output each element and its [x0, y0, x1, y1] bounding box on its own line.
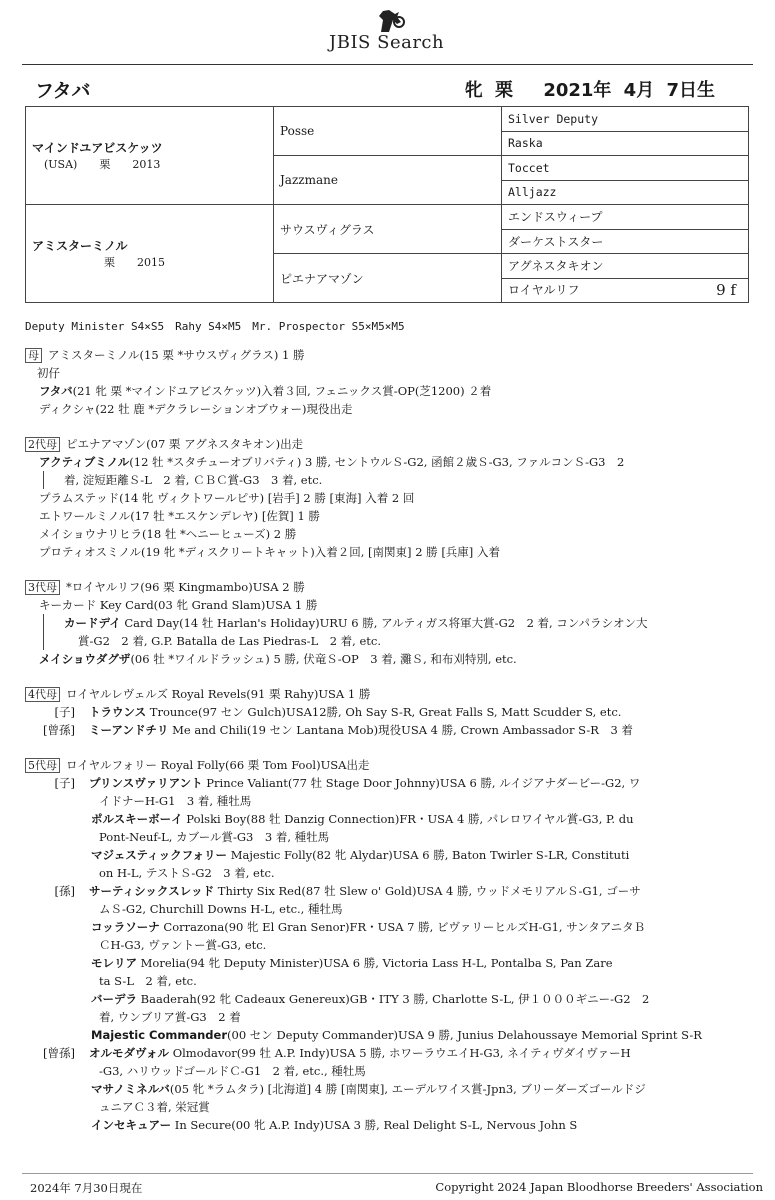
list-item: [25, 453, 760, 471]
section-dam: [25, 346, 760, 418]
section-3rd-dam: [25, 578, 760, 668]
section-tag: 4代母: [25, 687, 60, 702]
list-text: Card Day(14 牡 Harlan's Holiday)URU 6 勝, アルティガス将軍大賞-G2 2 着, コンパラシオン大: [120, 616, 648, 630]
sire-sire: Posse: [274, 107, 502, 156]
list-item-cont: ムＳ-G2, Churchill Downs H-L, etc., 種牡馬: [99, 902, 343, 916]
section-tag: 3代母: [25, 580, 60, 595]
relation-label: [孫]: [54, 884, 75, 898]
list-item: キーカード Key Card(03 牝 Grand Slam)USA 1 勝: [39, 598, 318, 612]
list-text: Polski Boy(88 牡 Danzig Connection)FR・USA 4 勝, パレロワイヤル賞-G3, P. du: [182, 812, 634, 826]
list-item: [25, 1026, 760, 1044]
dam-dam: ピエナアマゾン: [274, 254, 502, 303]
section-head: アミスターミノル(15 栗 *サウスヴィグラス) 1 勝: [48, 348, 305, 362]
inbreeding-line: Deputy Minister S4×S5 Rahy S4×M5 Mr. Prospector S5×M5×M5: [25, 320, 405, 333]
list-text: Thirty Six Red(87 牡 Slew o' Gold)USA 4 勝, ウッドメモリアルＳ-G1, ゴーサ: [214, 884, 641, 898]
ped-g3-8: ロイヤルリフ: [508, 283, 580, 298]
relation-label: [子]: [54, 776, 75, 790]
list-text: Corrazona(90 牝 El Gran Senor)FR・USA 7 勝, ビヴァリーヒルズH-G1, サンタアニタＢ: [159, 920, 646, 934]
copyright: Copyright 2024 Japan Bloodhorse Breeders' Association: [435, 1180, 763, 1194]
list-item: [25, 882, 760, 900]
sire-info: (USA) 栗 2013: [44, 158, 161, 171]
list-item-cont: イドナーH-G1 3 着, 種牡馬: [99, 794, 252, 808]
dam-info: 栗 2015: [104, 256, 165, 269]
list-item: [43, 614, 760, 632]
family-notes: [25, 346, 760, 1151]
title-row: [35, 76, 715, 102]
list-text: Trounce(97 セン Gulch)USA12勝, Oh Say S-R, Great Falls S, Matt Scudder S, etc.: [146, 705, 622, 719]
bottom-divider: [22, 1173, 753, 1174]
list-item-cont: 賞-G2 2 着, G.P. Batalla de Las Piedras-L 2 着, etc.: [43, 632, 760, 650]
dam-cell: [26, 205, 274, 303]
sire-name: マインドユアビスケッツ: [32, 141, 163, 155]
list-item: [25, 382, 760, 400]
horse-link[interactable]: Majestic Commander: [91, 1028, 228, 1042]
horse-link[interactable]: ミーアンドチリ: [89, 723, 169, 737]
section-tag: 母: [25, 348, 42, 363]
list-item: [25, 774, 760, 792]
horse-link[interactable]: インセキュアー: [91, 1118, 172, 1132]
relation-label: [曾孫]: [43, 723, 75, 737]
list-item: ディクシャ(22 牡 鹿 *デクラレーションオブウォー)現役出走: [39, 402, 353, 416]
section-4th-dam: [25, 685, 760, 739]
list-item: プロティオスミノル(19 牝 *ディスクリートキャット)入着２回, [南関東] 2 勝 [兵庫] 入着: [39, 545, 500, 559]
section-head: *ロイヤルリフ(96 栗 Kingmambo)USA 2 勝: [66, 580, 305, 594]
list-item: エトワールミノル(17 牡 *エスケンデレヤ) [佐賀] 1 勝: [39, 509, 320, 523]
horse-info: 牝 栗 2021年 4月 7日生: [464, 80, 715, 101]
list-item-cont: on H-L, テストＳ-G2 3 着, etc.: [99, 866, 275, 880]
list-text: (00 セン Deputy Commander)USA 9 勝, Junius Delahoussaye Memorial Sprint S-R: [227, 1028, 702, 1042]
list-text: Baaderah(92 牝 Cadeaux Genereux)GB・ITY 3 勝, Charlotte S-L, 伊１０００ギニー-G2 2: [137, 992, 650, 1006]
list-text: In Secure(00 牝 A.P. Indy)USA 3 勝, Real Delight S-L, Nervous John S: [171, 1118, 578, 1132]
dam-sire: サウスヴィグラス: [274, 205, 502, 254]
top-divider: [22, 64, 753, 65]
as-of-date: 2024年 7月30日現在: [30, 1181, 143, 1195]
list-text: (12 牡 *スタチューオブリバティ) 3 勝, セントウルＳ-G2, 函館２歳Ｓ-G3, ファルコンＳ-G3 2: [129, 455, 625, 469]
horse-head-icon: [375, 8, 405, 34]
sire-dam: Jazzmane: [274, 156, 502, 205]
list-item: [25, 703, 760, 721]
pedigree-table: [25, 106, 749, 303]
list-item: [25, 990, 760, 1008]
horse-name: フタバ: [35, 80, 91, 102]
list-text: Morelia(94 牝 Deputy Minister)USA 6 勝, Victoria Lass H-L, Pontalba S, Pan Zare: [137, 956, 613, 970]
list-item: プラムステッド(14 牝 ヴィクトワールピサ) [岩手] 2 勝 [東海] 入着 2 回: [39, 491, 415, 505]
list-item: [25, 1080, 760, 1098]
section-tag: 2代母: [25, 437, 60, 452]
horse-link[interactable]: カードデイ: [64, 616, 121, 630]
horse-link[interactable]: マジェスティックフォリー: [91, 848, 228, 862]
list-text: Me and Chili(19 セン Lantana Mob)現役USA 4 勝, Crown Ambassador S-R 3 着: [168, 723, 633, 737]
ped-g3-8-cell: [502, 278, 749, 303]
section-5th-dam: [25, 756, 760, 1134]
horse-link[interactable]: オルモダヴォル: [89, 1046, 170, 1060]
list-text: Majestic Folly(82 牝 Alydar)USA 6 勝, Baton Twirler S-LR, Constituti: [227, 848, 630, 862]
horse-link[interactable]: アクティブミノル: [39, 455, 130, 469]
horse-link[interactable]: ポルスキーボーイ: [91, 812, 183, 826]
ped-g3-4: Alljazz: [502, 180, 749, 205]
ped-g3-5: エンドスウィープ: [502, 205, 749, 230]
horse-link[interactable]: モレリア: [91, 956, 137, 970]
sire-cell: [26, 107, 274, 205]
logo-text: JBIS Search: [329, 32, 445, 53]
list-item: [25, 810, 760, 828]
list-item-cont: ta S-L 2 着, etc.: [99, 974, 197, 988]
ped-g3-3: Toccet: [502, 156, 749, 181]
section-tag: 5代母: [25, 758, 60, 773]
list-item: [25, 1044, 760, 1062]
list-item: [25, 954, 760, 972]
relation-label: [子]: [54, 705, 75, 719]
horse-link[interactable]: トラウンス: [89, 705, 147, 719]
list-item: [25, 721, 760, 739]
horse-link[interactable]: プリンスヴァリアント: [89, 776, 203, 790]
list-item-cont: Pont-Neuf-L, カブール賞-G3 3 着, 種牡馬: [99, 830, 330, 844]
ped-g3-1: Silver Deputy: [502, 107, 749, 132]
list-item: 初仔: [37, 366, 60, 380]
horse-link[interactable]: サーティシックスレッド: [89, 884, 215, 898]
list-text: Prince Valiant(77 牡 Stage Door Johnny)USA 6 勝, ルイジアナダービー-G2, ワ: [202, 776, 641, 790]
horse-link[interactable]: バーデラ: [91, 992, 137, 1006]
dam-name: アミスターミノル: [32, 239, 128, 253]
horse-link[interactable]: マサノミネルバ: [91, 1082, 170, 1096]
list-item-cont: ュニアＣ３着, 栄冠賞: [99, 1100, 210, 1114]
section-head: ピエナアマゾン(07 栗 アグネスタキオン)出走: [66, 437, 304, 451]
list-item-cont: -G3, ハリウッドゴールドＣ-G1 2 着, etc., 種牡馬: [99, 1064, 366, 1078]
horse-link[interactable]: コッラソーナ: [91, 920, 160, 934]
relation-label: [曾孫]: [43, 1046, 75, 1060]
horse-link[interactable]: フタバ: [39, 384, 73, 398]
list-item: メイショウナリヒラ(18 牡 *ヘニーヒューズ) 2 勝: [39, 527, 297, 541]
list-item-cont: 着, 淀短距離Ｓ-L 2 着, ＣＢＣ賞-G3 3 着, etc.: [43, 471, 760, 489]
section-2nd-dam: [25, 435, 760, 561]
list-item-cont: ＣH-G3, ヴァントー賞-G3, etc.: [99, 938, 267, 952]
ped-g3-7: アグネスタキオン: [502, 254, 749, 279]
list-text: (05 牝 *ラムタラ) [北海道] 4 勝 [南関東], エーデルワイス賞-Jpn3, ブリーダーズゴールドジ: [169, 1082, 646, 1096]
list-item: [25, 846, 760, 864]
family-number: 9 f: [716, 281, 736, 300]
list-text: Olmodavor(99 牡 A.P. Indy)USA 5 勝, ホワーラウエイH-G3, ネイティヴダイヴァーH: [169, 1046, 631, 1060]
jbis-logo[interactable]: [327, 6, 462, 54]
list-item: [25, 1116, 760, 1134]
list-text: (06 牡 *ワイルドラッシュ) 5 勝, 伏竜Ｓ-OP 3 着, 灘Ｓ, 和布刈特別, etc.: [130, 652, 517, 666]
list-text: (21 牝 栗 *マインドユアビスケッツ)入着３回, フェニックス賞-OP(芝1200) ２着: [72, 384, 492, 398]
list-item: [25, 650, 760, 668]
horse-link[interactable]: メイショウダグザ: [39, 652, 131, 666]
ped-g3-6: ダーケストスター: [502, 229, 749, 254]
list-item: [25, 918, 760, 936]
ped-g3-2: Raska: [502, 131, 749, 156]
section-head: ロイヤルフォリー Royal Folly(66 栗 Tom Fool)USA出走: [66, 758, 370, 772]
section-head: ロイヤルレヴェルズ Royal Revels(91 栗 Rahy)USA 1 勝: [66, 687, 371, 701]
list-item-cont: 着, ウンブリア賞-G3 2 着: [99, 1010, 241, 1024]
